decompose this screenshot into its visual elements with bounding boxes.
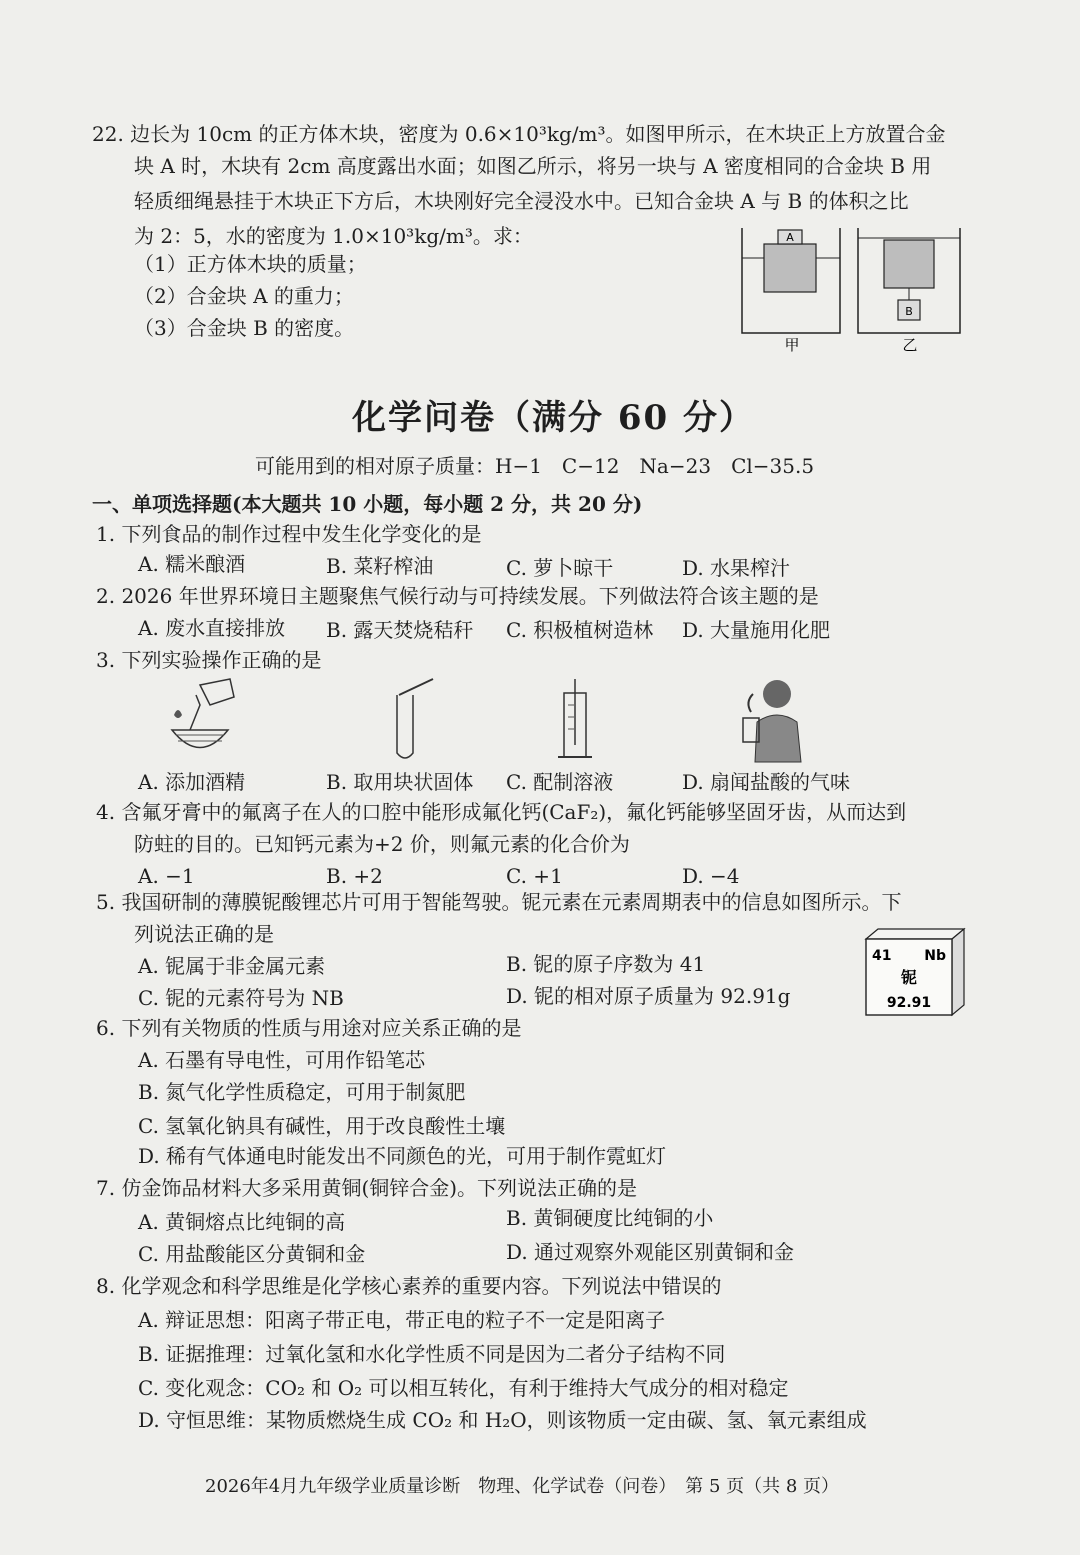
page-footer: 2026年4月九年级学业质量诊断 物理、化学试卷（问卷） 第 5 页（共 8 页）	[205, 1476, 840, 1497]
section-1-heading: 一、单项选择题(本大题共 10 小题，每小题 2 分，共 20 分)	[92, 492, 643, 516]
q3-option-d: D. 扇闻盐酸的气味	[682, 770, 851, 794]
wood-block-left	[764, 244, 816, 292]
q22-line-2: 块 A 时，木块有 2cm 高度露出水面；如图乙所示，将另一块与 A 密度相同的合金块 B 用	[134, 154, 932, 178]
tile-mass: 92.91	[886, 995, 932, 1011]
q5-option-a: A. 铌属于非金属元素	[138, 954, 326, 978]
q1-option-b: B. 菜籽榨油	[326, 554, 434, 578]
q22-sub-3: （3）合金块 B 的密度。	[134, 316, 355, 340]
q1-option-d: D. 水果榨汁	[682, 556, 791, 580]
q8-option-c: C. 变化观念：CO₂ 和 O₂ 可以相互转化，有利于维持大气成分的相对稳定	[138, 1376, 789, 1400]
q4-option-b: B. +2	[326, 864, 383, 888]
q6-option-a: A. 石墨有导电性，可用作铅笔芯	[138, 1048, 426, 1072]
q4-line-2: 防蛀的目的。已知钙元素为+2 价，则氟元素的化合价为	[134, 832, 630, 856]
q3-stem: 3. 下列实验操作正确的是	[96, 648, 322, 672]
q7-stem: 7. 仿金饰品材料大多采用黄铜(铜锌合金)。下列说法正确的是	[96, 1176, 638, 1200]
label-a: A	[786, 231, 794, 244]
q22-line-3: 轻质细绳悬挂于木块正下方后，木块刚好完全浸没水中。已知合金块 A 与 B 的体积之比	[134, 189, 909, 213]
q5-option-c: C. 铌的元素符号为 NB	[138, 986, 344, 1010]
wood-block-right	[884, 240, 934, 288]
q8-option-b: B. 证据推理：过氧化氢和水化学性质不同是因为二者分子结构不同	[138, 1342, 726, 1366]
q2-option-d: D. 大量施用化肥	[682, 618, 831, 642]
q8-option-d: D. 守恒思维：某物质燃烧生成 CO₂ 和 H₂O，则该物质一定由碳、氢、氧元素组成	[138, 1408, 867, 1432]
q5-line-2: 列说法正确的是	[134, 922, 274, 946]
q2-option-b: B. 露天焚烧秸秆	[326, 618, 474, 642]
q8-stem: 8. 化学观念和科学思维是化学核心素养的重要内容。下列说法中错误的	[96, 1274, 722, 1298]
label-b: B	[905, 305, 913, 318]
q3-option-a: A. 添加酒精	[138, 770, 246, 794]
q5-line-1: 5. 我国研制的薄膜铌酸锂芯片可用于智能驾驶。铌元素在元素周期表中的信息如图所示。下	[96, 890, 902, 914]
q2-stem: 2. 2026 年世界环境日主题聚焦气候行动与可持续发展。下列做法符合该主题的是	[96, 584, 819, 608]
q2-option-a: A. 废水直接排放	[138, 616, 286, 640]
q1-option-a: A. 糯米酿酒	[138, 552, 246, 576]
q7-option-d: D. 通过观察外观能区别黄铜和金	[506, 1240, 795, 1264]
cylinder-illustration	[550, 675, 610, 765]
q22-line-1: 22. 边长为 10cm 的正方体木块，密度为 0.6×10³kg/m³。如图甲所示，在木块正上方放置合金	[92, 122, 946, 146]
q22-sub-1: （1）正方体木块的质量；	[134, 252, 367, 276]
q6-option-b: B. 氮气化学性质稳定，可用于制氮肥	[138, 1080, 466, 1104]
q3-option-c: C. 配制溶液	[506, 770, 614, 794]
tile-symbol: Nb	[924, 948, 946, 964]
q4-option-c: C. +1	[506, 864, 563, 888]
tile-name: 铌	[900, 968, 918, 987]
q7-option-b: B. 黄铜硬度比纯铜的小	[506, 1206, 714, 1230]
q8-option-a: A. 辩证思想：阳离子带正电，带正电的粒子不一定是阳离子	[138, 1308, 666, 1332]
q3-option-b: B. 取用块状固体	[326, 770, 474, 794]
q4-line-1: 4. 含氟牙膏中的氟离子在人的口腔中能形成氟化钙(CaF₂)，氟化钙能够坚固牙齿，从而达到	[96, 800, 907, 824]
q1-option-c: C. 萝卜晾干	[506, 556, 614, 580]
q7-option-c: C. 用盐酸能区分黄铜和金	[138, 1242, 366, 1266]
q7-option-a: A. 黄铜熔点比纯铜的高	[138, 1210, 346, 1234]
caption-jia: 甲	[784, 336, 800, 354]
q4-option-a: A. −1	[138, 864, 195, 888]
q6-stem: 6. 下列有关物质的性质与用途对应关系正确的是	[96, 1016, 522, 1040]
fanning-smell-illustration	[725, 672, 815, 764]
alcohol-lamp-illustration	[160, 675, 240, 765]
q2-option-c: C. 积极植树造林	[506, 618, 654, 642]
caption-yi: 乙	[902, 336, 918, 354]
q6-option-c: C. 氢氧化钠具有碱性，用于改良酸性土壤	[138, 1114, 506, 1138]
atomic-masses: 可能用到的相对原子质量：H−1 C−12 Na−23 Cl−35.5	[255, 454, 815, 478]
q6-option-d: D. 稀有气体通电时能发出不同颜色的光，可用于制作霓虹灯	[138, 1144, 667, 1168]
niobium-element-tile	[860, 925, 970, 1020]
test-tube-illustration	[385, 675, 445, 765]
chem-title: 化学问卷（满分 60 分）	[352, 398, 755, 438]
q22-figure	[730, 218, 970, 358]
q5-option-d: D. 铌的相对原子质量为 92.91g	[506, 984, 791, 1008]
q22-sub-2: （2）合金块 A 的重力；	[134, 284, 354, 308]
q4-option-d: D. −4	[682, 864, 740, 888]
q22-line-4: 为 2：5，水的密度为 1.0×10³kg/m³。求：	[134, 224, 533, 248]
q1-stem: 1. 下列食品的制作过程中发生化学变化的是	[96, 522, 482, 546]
q5-option-b: B. 铌的原子序数为 41	[506, 952, 706, 976]
tile-number: 41	[872, 948, 892, 964]
